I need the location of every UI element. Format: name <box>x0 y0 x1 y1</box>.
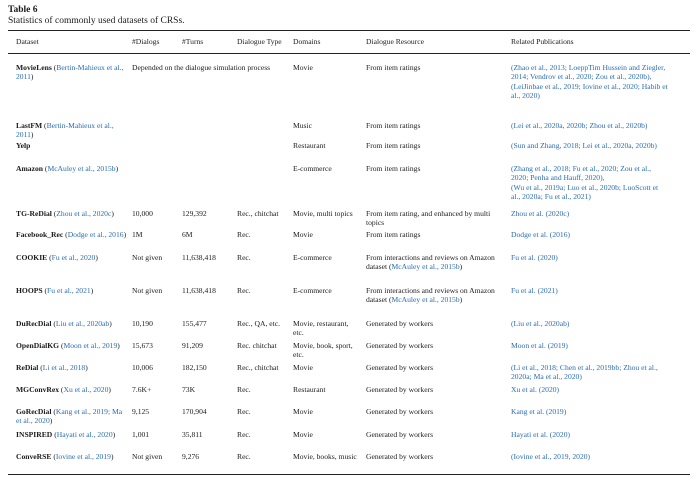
cell-domains: Restaurant <box>293 385 326 394</box>
cell-dataset <box>16 452 128 461</box>
dataset-name: HOOPS <box>16 286 43 295</box>
cell-domains: Restaurant <box>293 141 326 150</box>
dataset-name: OpenDialKG <box>16 341 60 350</box>
resource-paren-close: ) <box>459 262 463 272</box>
dataset-paren-open: ( <box>38 363 43 372</box>
resource-text: Generated by workers <box>366 319 434 328</box>
cell-dataset <box>16 141 128 150</box>
dataset-paren-open: ( <box>51 319 56 328</box>
cell-dialogue-type: Rec. <box>237 407 251 416</box>
resource-text: Generated by workers <box>366 430 434 439</box>
cell-dialogue-resource <box>366 363 506 372</box>
cell-turns: 129,392 <box>182 209 207 218</box>
header-dialogue-resource: Dialogue Resource <box>366 37 424 46</box>
dataset-paren-close: ) <box>115 164 119 173</box>
dataset-paren-close: ) <box>111 209 114 218</box>
dataset-name: INSPIRED <box>16 430 53 439</box>
dataset-paren-close: ) <box>112 430 116 439</box>
cell-dialogs: 15,673 <box>132 341 153 350</box>
cell-dataset <box>16 164 128 173</box>
dataset-paren-close: ) <box>109 319 112 328</box>
dataset-paren-close: ) <box>49 416 53 426</box>
dataset-citation: Dodge et al., 2016 <box>67 230 124 239</box>
dataset-citation: Kang et al., 2019; Ma et al., 2020 <box>16 407 123 426</box>
cell-dataset <box>16 341 128 350</box>
dataset-paren-close: ) <box>110 452 114 461</box>
dataset-paren-close: ) <box>90 286 94 295</box>
cell-dialogue-resource <box>366 141 506 150</box>
resource-citation: McAuley et al., 2015b <box>391 262 460 272</box>
dataset-citation: Fu et al., 2021 <box>47 286 91 295</box>
cell-turns: 9,276 <box>182 452 200 461</box>
dataset-paren-open: ( <box>63 230 68 239</box>
dataset-paren-open: ( <box>43 164 48 173</box>
cell-related-publications: Fu et al. (2020) <box>511 253 558 262</box>
cell-dataset <box>16 385 128 394</box>
resource-text: Generated by workers <box>366 385 434 394</box>
table-bottom-rule <box>8 474 690 475</box>
dataset-paren-close: ) <box>117 341 120 350</box>
cell-turns: 35,811 <box>182 430 203 439</box>
dataset-name: COOKIE <box>16 253 48 262</box>
cell-domains: Movie, book, sport, etc. <box>293 341 353 360</box>
dataset-name: Yelp <box>16 141 31 150</box>
resource-text: Generated by workers <box>366 452 434 461</box>
cell-related-publications: (Zhao et al., 2013; LoeppTim Hussein and Ziegler, 2014; Vendrov et al., 2020; Zou et al., 2020b), (LeiJinbae et al., 2019; Iovine et al., 2020; Habib et al., 2020) <box>511 63 668 101</box>
cell-dialogue-resource <box>366 121 506 130</box>
resource-text: From item ratings <box>366 121 421 130</box>
cell-dialogue-resource <box>366 230 506 239</box>
cell-dialogs: 9,125 <box>132 407 150 416</box>
cell-dialogue-type: Rec. <box>237 430 251 439</box>
cell-related-publications: (Sun and Zhang, 2018; Lei et al., 2020a, 2020b) <box>511 141 657 150</box>
dataset-paren-open: ( <box>42 286 48 295</box>
cell-dialogue-resource <box>366 341 506 350</box>
header-dialogue-type: Dialogue Type <box>237 37 282 46</box>
cell-dialogue-type: Rec. chitchat <box>237 341 277 350</box>
cell-turns: 11,638,418 <box>182 286 216 295</box>
cell-turns: 91,209 <box>182 341 203 350</box>
resource-text: From interactions and reviews on Amazon dataset ( <box>366 253 495 272</box>
cell-dialogs: 10,000 <box>132 209 153 218</box>
resource-paren-close: ) <box>459 295 463 305</box>
cell-domains: E-commerce <box>293 164 332 173</box>
cell-turns: 6M <box>182 230 193 239</box>
cell-related-publications: Hayati et al. (2020) <box>511 430 571 439</box>
resource-citation: McAuley et al., 2015b <box>391 295 460 305</box>
cell-turns: 155,477 <box>182 319 207 328</box>
cell-dataset <box>16 121 128 140</box>
dataset-citation: Xu et al., 2020 <box>63 385 109 394</box>
dataset-paren-open: ( <box>51 407 56 416</box>
dataset-name: TG-ReDial <box>16 209 52 218</box>
cell-dialogue-resource <box>366 407 506 416</box>
cell-turns: 170,904 <box>182 407 207 416</box>
cell-related-publications: (Iovine et al., 2019, 2020) <box>511 452 591 461</box>
header-related-publications: Related Publications <box>511 37 574 46</box>
cell-domains: E-commerce <box>293 253 332 262</box>
cell-related-publications: Kang et al. (2019) <box>511 407 567 416</box>
cell-domains: Music <box>293 121 312 130</box>
table-caption <box>8 5 185 27</box>
cell-dialogue-resource <box>366 385 506 394</box>
resource-text: Generated by workers <box>366 407 434 416</box>
resource-text: From item ratings <box>366 164 421 173</box>
dataset-citation: Iovine et al., 2019 <box>55 452 111 461</box>
header-domains: Domains <box>293 37 321 46</box>
cell-domains: Movie <box>293 430 313 439</box>
cell-dialogs: Not given <box>132 253 163 262</box>
cell-dialogue-resource <box>366 430 506 439</box>
cell-dialogue-type: Rec. <box>237 253 251 262</box>
dataset-citation: McAuley et al., 2015b <box>47 164 116 173</box>
cell-related-publications: Xu et al. (2020) <box>511 385 560 394</box>
dataset-name: MovieLens <box>16 63 52 72</box>
cell-dialogue-resource <box>366 286 506 305</box>
cell-dialogue-type: Rec. <box>237 230 251 239</box>
dataset-paren-open: ( <box>47 253 52 262</box>
dataset-name: Amazon <box>16 164 43 173</box>
dataset-paren-open: ( <box>52 430 57 439</box>
cell-related-publications: (Lei et al., 2020a, 2020b; Zhou et al., 2020b) <box>511 121 648 130</box>
cell-dialogs: 7.6K+ <box>132 385 152 394</box>
dataset-name: LastFM <box>16 121 43 130</box>
header-dataset: Dataset <box>16 37 39 46</box>
dataset-citation: Li et al., 2018 <box>42 363 86 372</box>
dataset-paren-close: ) <box>123 230 127 239</box>
cell-dialogue-resource <box>366 63 506 72</box>
cell-dialogue-type: Rec. <box>237 286 251 295</box>
resource-text: Generated by workers <box>366 341 434 350</box>
resource-text: Generated by workers <box>366 363 434 372</box>
cell-related-publications: (Li et al., 2018; Chen et al., 2019bb; Zhou et al., 2020a; Ma et al., 2020) <box>511 363 658 382</box>
cell-related-publications: Moon et al. (2019) <box>511 341 568 350</box>
dataset-paren-close: ) <box>30 72 34 82</box>
cell-dialogue-type: Rec., QA, etc. <box>237 319 281 328</box>
cell-domains: Movie, books, music <box>293 452 357 461</box>
cell-turns: 73K <box>182 385 196 394</box>
cell-dialogue-resource <box>366 319 506 328</box>
cell-dataset <box>16 286 128 295</box>
cell-dialogs: 1M <box>132 230 143 239</box>
dataset-name: DuRecDial <box>16 319 52 328</box>
dataset-paren-open: ( <box>59 385 64 394</box>
dataset-paren-open: ( <box>59 341 64 350</box>
cell-domains: Movie, restaurant, etc. <box>293 319 349 338</box>
cell-related-publications: (Zhang et al., 2018; Fu et al., 2020; Zou et al., 2020; Penha and Hauff, 2020), (Wu et al., 2019a; Luo et al., 2020b; LuoScott et al., 2020a; Fu et al., 2021) <box>511 164 659 202</box>
dataset-paren-open: ( <box>51 209 57 218</box>
cell-domains: Movie, multi topics <box>293 209 353 218</box>
dataset-paren-close: ) <box>95 253 98 262</box>
dataset-citation: Fu et al., 2020 <box>51 253 96 262</box>
cell-dataset <box>16 363 128 372</box>
cell-domains: Movie <box>293 407 313 416</box>
cell-dialogue-type: Rec., chitchat <box>237 209 279 218</box>
cell-dataset <box>16 209 128 218</box>
cell-domains: Movie <box>293 63 313 72</box>
table-header-rule <box>8 53 690 54</box>
cell-dataset <box>16 430 128 439</box>
cell-dialogue-resource <box>366 164 506 173</box>
cell-turns: 182,150 <box>182 363 207 372</box>
cell-dataset <box>16 319 128 328</box>
dataset-citation: Liu et al., 2020ab <box>55 319 110 328</box>
cell-domains: E-commerce <box>293 286 332 295</box>
resource-text: From item ratings <box>366 63 421 72</box>
dataset-paren-open: ( <box>42 121 47 130</box>
table-top-rule <box>8 30 690 31</box>
resource-text: From interactions and reviews on Amazon dataset ( <box>366 286 495 305</box>
resource-text: From item ratings <box>366 141 421 150</box>
dataset-citation: Moon et al., 2019 <box>63 341 118 350</box>
cell-dialogue-resource <box>366 452 506 461</box>
dataset-name: ConveRSE <box>16 452 52 461</box>
dataset-name: GoRecDial <box>16 407 52 416</box>
cell-dataset <box>16 407 128 426</box>
dataset-citation: Hayati et al., 2020 <box>56 430 113 439</box>
dataset-name: ReDial <box>16 363 39 372</box>
header-dialogs: #Dialogs <box>132 37 160 46</box>
header-turns: #Turns <box>182 37 204 46</box>
cell-dialogs: 1,001 <box>132 430 150 439</box>
cell-domains: Movie <box>293 230 313 239</box>
cell-dataset <box>16 230 128 239</box>
cell-dialogs: Not given <box>132 452 163 461</box>
dataset-paren-close: ) <box>30 130 34 140</box>
cell-related-publications: Dodge et al. (2016) <box>511 230 571 239</box>
dataset-paren-close: ) <box>85 363 88 372</box>
dataset-name: MGConvRex <box>16 385 60 394</box>
cell-dialogue-type: Rec., chitchat <box>237 363 279 372</box>
resource-text: From item ratings <box>366 230 421 239</box>
cell-dialogue-resource <box>366 253 506 272</box>
dataset-paren-open: ( <box>51 452 56 461</box>
cell-dialogs-span: Depended on the dialogue simulation process <box>132 63 271 72</box>
cell-dialogs: 10,190 <box>132 319 153 328</box>
cell-dialogue-type: Rec. <box>237 385 251 394</box>
cell-dialogs: 10,006 <box>132 363 153 372</box>
cell-dataset <box>16 253 128 262</box>
dataset-paren-open: ( <box>51 63 57 72</box>
cell-related-publications: (Liu et al., 2020ab) <box>511 319 570 328</box>
dataset-citation: Bertin-Mahieux et al., 2011 <box>16 121 114 140</box>
dataset-citation: Bertin-Mahieux et al., 2011 <box>16 63 124 82</box>
resource-text: From item rating, and enhanced by multi topics <box>366 209 491 228</box>
cell-dialogue-type: Rec. <box>237 452 251 461</box>
cell-dialogue-resource <box>366 209 506 228</box>
cell-domains: Movie <box>293 363 313 372</box>
dataset-citation: Zhou et al., 2020c <box>56 209 112 218</box>
table-label: Table 6 <box>8 5 38 15</box>
dataset-name: Facebook_Rec <box>16 230 64 239</box>
table-title: Statistics of commonly used datasets of CRSs. <box>8 16 185 26</box>
cell-dialogs: Not given <box>132 286 163 295</box>
cell-dataset <box>16 63 128 82</box>
dataset-paren-close: ) <box>108 385 111 394</box>
cell-related-publications: Fu et al. (2021) <box>511 286 558 295</box>
cell-turns: 11,638,418 <box>182 253 216 262</box>
cell-related-publications: Zhou et al. (2020c) <box>511 209 570 218</box>
